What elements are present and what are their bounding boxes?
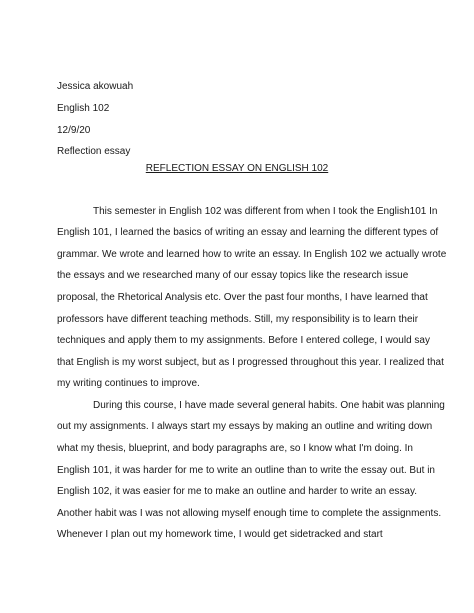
- paragraph-line: English 102, it was easier for me to make an outline and harder to write an essay.: [57, 486, 418, 497]
- paragraph-line: what my thesis, blueprint, and body paragraphs are, so I know what I'm doing. In: [57, 443, 413, 454]
- paragraph-line: proposal, the Rhetorical Analysis etc. Over the past four months, I have learned that: [57, 292, 428, 303]
- paragraph-line: English 101, I learned the basics of writing an essay and learning the different types of: [57, 227, 439, 238]
- paragraph-line: English 101, it was harder for me to write an outline than to write the essay out. But in: [57, 465, 435, 476]
- paragraph-line: that English is my worst subject, but as I progressed throughout this year. I realized that: [57, 357, 444, 368]
- paragraph-line: Whenever I plan out my homework time, I would get sidetracked and start: [57, 529, 383, 540]
- essay-title: REFLECTION ESSAY ON ENGLISH 102: [145, 163, 329, 174]
- paragraph-line: my writing continues to improve.: [57, 378, 200, 389]
- paragraph-line: Another habit was I was not allowing myself enough time to complete the assignments.: [57, 508, 442, 519]
- paragraph-line: During this course, I have made several general habits. One habit was planning: [93, 400, 445, 411]
- author-name: Jessica akowuah: [57, 81, 134, 92]
- course-name: English 102: [57, 103, 110, 114]
- paragraph-line: professors have different teaching methods. Still, my responsibility is to learn their: [57, 314, 419, 325]
- paragraph-line: grammar. We wrote and learned how to write an essay. In English 102 we actually wrote: [57, 249, 447, 260]
- essay-date: 12/9/20: [57, 125, 91, 136]
- paragraph-line: out my assignments. I always start my essays by making an outline and writing down: [57, 421, 433, 432]
- assignment-type: Reflection essay: [57, 146, 131, 157]
- paragraph-line: This semester in English 102 was different from when I took the English101 In: [93, 206, 438, 217]
- paragraph-line: techniques and apply them to my assignments. Before I entered college, I would say: [57, 335, 430, 346]
- paragraph-line: the essays and we researched many of our essay topics like the research issue: [57, 270, 409, 281]
